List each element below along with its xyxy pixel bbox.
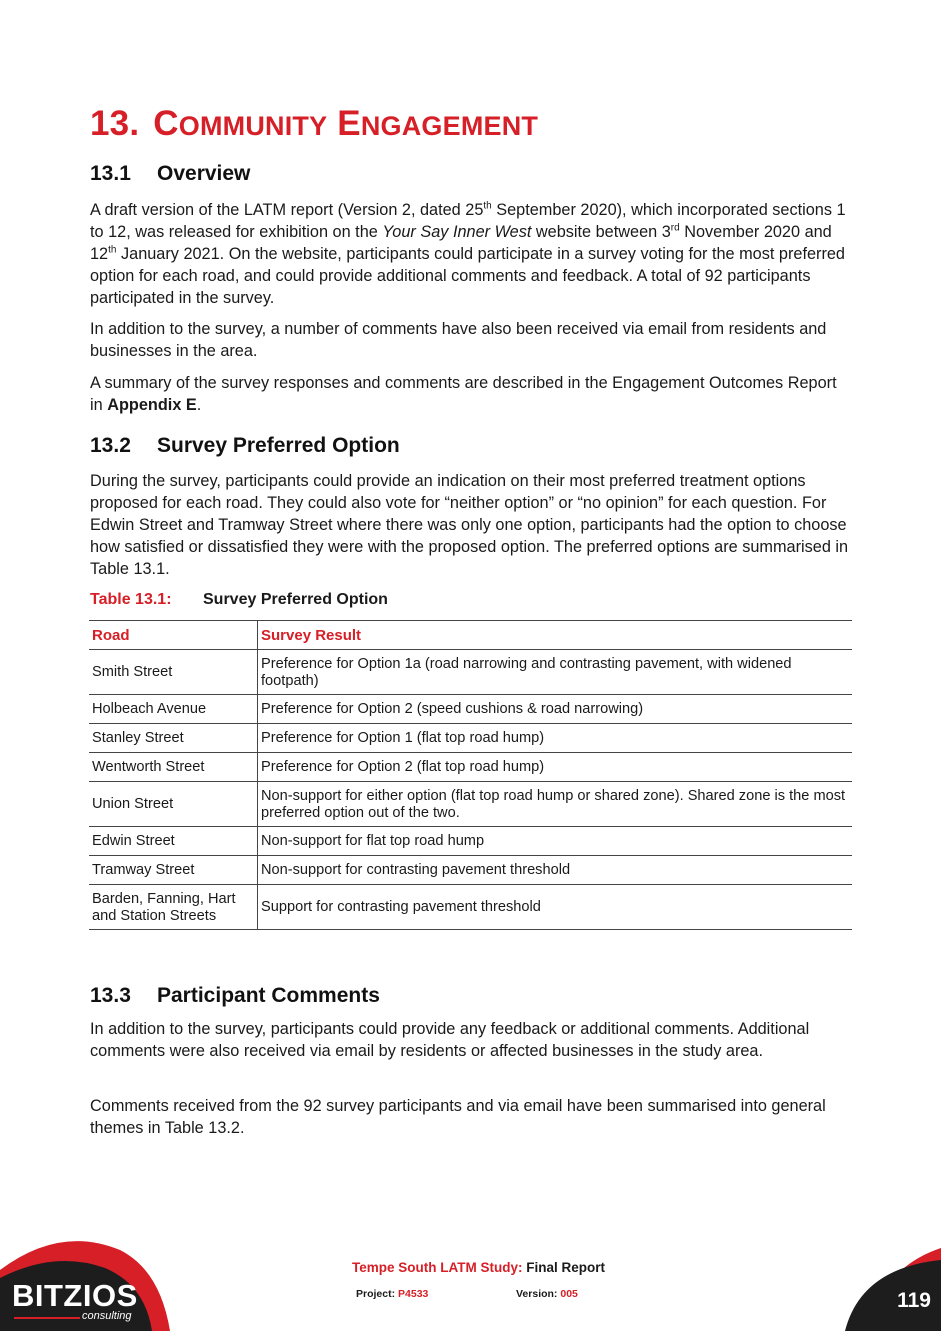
col-header-result: Survey Result [261,626,362,644]
survey-paragraph: During the survey, participants could provide an indication on their most preferred treatment options proposed for each road. They could also vote for “neither option” or “no opinion” for each question. For Edwin Street and Tramway Street where there was only one option, participants had the option to choose how satisfied or dissatisfied they were with the proposed option. The preferred options are summarised in Table 13.1. [90,472,849,578]
survey-table [89,620,852,930]
section-number: 13.3 [90,984,131,1007]
cell-road: Barden, Fanning, Hart and Station Streets [89,885,258,930]
logo-wordmark: BITZIOS [12,1278,138,1313]
footer-meta [356,1288,578,1300]
cell-result: Preference for Option 2 (flat top road hump) [261,759,545,775]
cell-road: Stanley Street [89,724,258,753]
logo-underline [14,1317,80,1319]
title-rest-2: NGAGEMENT [360,111,539,141]
title-cap-1: C [153,104,179,143]
cell-result: Non-support for flat top road hump [261,833,485,849]
cell-road: Smith Street [89,650,258,695]
table-row [89,753,852,782]
cell-result: Non-support for contrasting pavement threshold [261,862,571,878]
cell-result: Preference for Option 1a (road narrowing and contrasting pavement, with widened footpath) [261,655,792,689]
section-title: Participant Comments [157,984,380,1007]
overview-paragraph-2: In addition to the survey, a number of comments have also been received via email from residents and businesses in the area. [90,320,827,360]
footer-report-type: Final Report [526,1260,606,1275]
section-heading-overview [90,160,250,188]
table-row [89,856,852,885]
cell-result: Non-support for either option (flat top road hump or shared zone). Shared zone is the most preferred option out of the two. [261,787,846,821]
bitzios-logo [0,1230,175,1331]
section-title: Survey Preferred Option [157,434,400,457]
table-row [89,724,852,753]
table-row [89,650,852,695]
overview-paragraph-3: A summary of the survey responses and comments are described in the Engagement Outcomes Report in Appendix E. [90,374,837,414]
cell-result: Support for contrasting pavement threshold [261,899,541,915]
table-title: Survey Preferred Option [203,591,388,608]
footer-project: Project: P4533 [356,1288,429,1300]
table-number: Table 13.1: [90,591,172,608]
section-number: 13.2 [90,434,131,457]
logo-subtext: consulting [82,1310,132,1322]
cell-road: Tramway Street [89,856,258,885]
comments-paragraph-2: Comments received from the 92 survey participants and via email have been summarised into general themes in Table 13.2. [90,1097,826,1137]
footer-report-title [352,1260,605,1275]
col-header-road: Road [89,621,258,650]
chapter-number: 13. [90,104,140,143]
table-row [89,827,852,856]
title-rest-1: OMMUNITY [178,111,328,141]
table-caption [90,591,388,609]
cell-road: Union Street [89,782,258,827]
section-title: Overview [157,162,251,185]
section-number: 13.1 [90,162,131,185]
cell-road: Wentworth Street [89,753,258,782]
table-row [89,885,852,930]
cell-road: Holbeach Avenue [89,695,258,724]
title-cap-2: E [337,104,361,143]
footer-study-name: Tempe South LATM Study: [352,1260,523,1275]
comments-paragraph-1: In addition to the survey, participants could provide any feedback or additional comments. Additional comments were also received via email by residents or affected businesses in the study area. [90,1020,810,1060]
page-number: 119 [897,1289,931,1312]
footer-version: Version: 005 [516,1288,578,1300]
cell-result: Preference for Option 2 (speed cushions & road narrowing) [261,701,644,717]
cell-road: Edwin Street [89,827,258,856]
table-row [89,782,852,827]
section-heading-comments [90,982,380,1010]
cell-result: Preference for Option 1 (flat top road hump) [261,730,545,746]
appendix-reference: Appendix E [107,396,197,414]
page-title [90,102,852,148]
table-header-row [89,621,852,650]
section-heading-survey [90,432,400,460]
table-row [89,695,852,724]
overview-paragraph-1: A draft version of the LATM report (Version 2, dated 25th September 2020), which incorporated sections 1 to 12, was released for exhibition on the Your Say Inner West website between 3rd November 2020 and 12th January 2021. On the website, participants could participate in a survey voting for the most preferred option for each road, and could provide additional comments and feedback. A total of 92 participants participated in the survey. [90,200,846,307]
